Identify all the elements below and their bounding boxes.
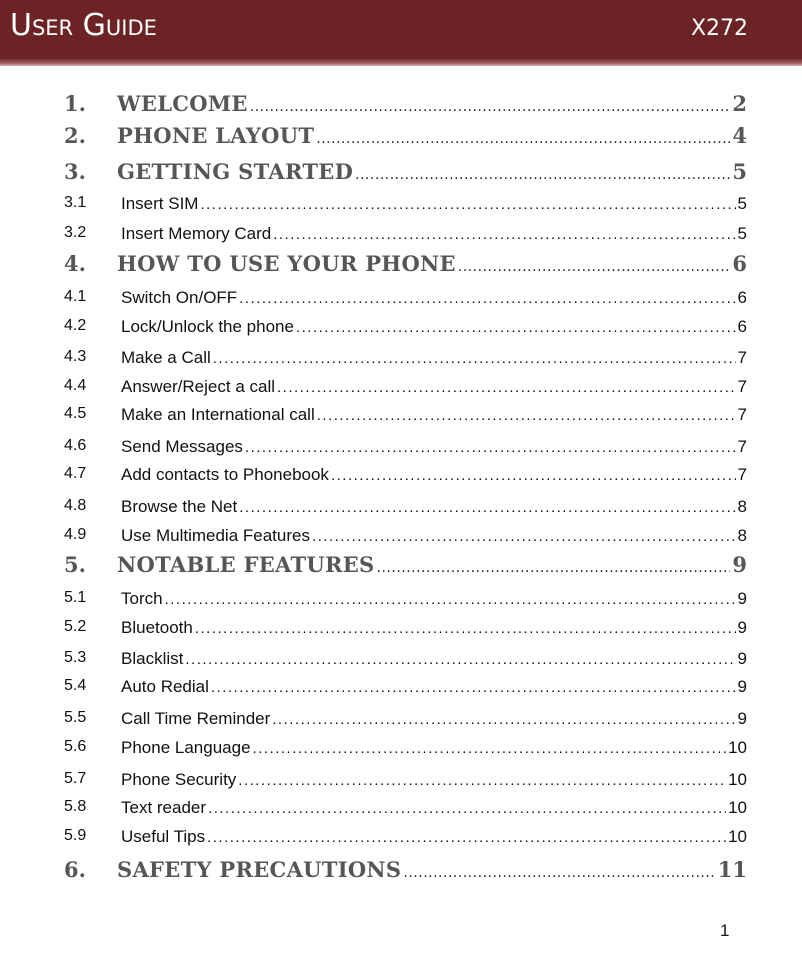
dot-leader: [207, 829, 726, 846]
toc-entry-page[interactable]: 6: [732, 251, 747, 276]
toc-entry-number: 3.2: [64, 224, 87, 241]
toc-entry-label[interactable]: Auto Redial: [121, 677, 209, 696]
dot-leader: [377, 560, 731, 576]
toc-entry[interactable]: [0, 857, 802, 887]
dot-leader: [238, 772, 726, 789]
toc-entry-page[interactable]: 7: [737, 465, 747, 484]
toc-entry-page[interactable]: 10: [728, 827, 747, 846]
toc-entry[interactable]: [0, 194, 802, 216]
toc-entry-label[interactable]: Useful Tips: [121, 827, 206, 846]
toc-entry-page[interactable]: 8: [737, 497, 747, 516]
dot-leader: [273, 226, 735, 243]
toc-entry-label[interactable]: GETTING STARTED: [117, 159, 354, 184]
toc-entry[interactable]: [0, 288, 802, 310]
dot-leader: [277, 379, 736, 396]
toc-entry-label[interactable]: Send Messages: [121, 437, 243, 456]
toc-entry[interactable]: [0, 123, 802, 153]
toc-entry-label[interactable]: PHONE LAYOUT: [117, 123, 315, 148]
toc-entry[interactable]: [0, 91, 802, 121]
toc-entry-page[interactable]: 9: [737, 589, 747, 608]
toc-entry-number: 4.: [64, 251, 86, 276]
dot-leader: [239, 499, 735, 516]
document-title: User Guide: [10, 8, 157, 43]
toc-entry[interactable]: [0, 159, 802, 189]
toc-entry-page[interactable]: 11: [717, 857, 747, 882]
dot-leader: [185, 651, 735, 668]
toc-entry-number: 5.8: [64, 798, 87, 815]
toc-entry[interactable]: [0, 317, 802, 339]
toc-entry-page[interactable]: 7: [737, 437, 747, 456]
toc-entry-number: 4.1: [64, 288, 87, 305]
toc-entry[interactable]: [0, 348, 802, 370]
toc-entry-number: 5.9: [64, 827, 87, 844]
dot-leader: [213, 350, 736, 367]
toc-entry-label[interactable]: Torch: [121, 589, 163, 608]
toc-entry-label[interactable]: Text reader: [121, 798, 207, 817]
toc-entry[interactable]: [0, 405, 802, 427]
toc-entry-page[interactable]: 9: [737, 649, 747, 668]
toc-entry-label[interactable]: Switch On/OFF: [121, 288, 238, 307]
toc-entry-number: 1.: [64, 91, 86, 116]
dot-leader: [245, 439, 736, 456]
toc-entry[interactable]: [0, 251, 802, 281]
toc-entry-number: 4.9: [64, 526, 87, 543]
toc-entry[interactable]: [0, 437, 802, 459]
toc-entry-page[interactable]: 10: [728, 770, 747, 789]
dot-leader: [317, 407, 736, 424]
toc-entry-number: 4.8: [64, 497, 87, 514]
toc-entry-number: 5.1: [64, 589, 87, 606]
toc-entry-page[interactable]: 9: [732, 552, 747, 577]
toc-entry-page[interactable]: 7: [737, 377, 747, 396]
toc-entry-number: 5.: [64, 552, 86, 577]
dot-leader: [253, 740, 727, 757]
toc-entry[interactable]: [0, 552, 802, 582]
toc-entry[interactable]: [0, 497, 802, 519]
toc-entry-label[interactable]: Make a Call: [121, 348, 211, 367]
toc-entry-page[interactable]: 7: [737, 348, 747, 367]
toc-entry-number: 5.6: [64, 738, 87, 755]
toc-entry[interactable]: [0, 709, 802, 731]
toc-entry-label[interactable]: SAFETY PRECAUTIONS: [117, 857, 402, 882]
dot-leader: [272, 711, 735, 728]
toc-entry-page[interactable]: 5: [732, 159, 747, 184]
dot-leader: [208, 800, 726, 817]
toc-entry[interactable]: [0, 618, 802, 640]
dot-leader: [165, 591, 736, 608]
toc-entry-number: 6.: [64, 857, 86, 882]
toc-entry-page[interactable]: 2: [732, 91, 747, 116]
toc-entry[interactable]: [0, 798, 802, 820]
toc-entry-number: 5.7: [64, 770, 87, 787]
dot-leader: [316, 131, 730, 147]
toc-entry-label[interactable]: Add contacts to Phonebook: [121, 465, 329, 484]
toc-entry-label[interactable]: WELCOME: [117, 91, 248, 116]
toc-entry-label[interactable]: Blacklist: [121, 649, 184, 668]
dot-leader: [296, 319, 736, 336]
toc-entry-page[interactable]: 6: [737, 288, 747, 307]
toc-entry-page[interactable]: 4: [732, 123, 747, 148]
toc-entry-label[interactable]: NOTABLE FEATURES: [117, 552, 375, 577]
dot-leader: [458, 259, 731, 275]
dot-leader: [239, 290, 735, 307]
toc-entry[interactable]: [0, 677, 802, 699]
toc-entry-number: 4.4: [64, 377, 87, 394]
dot-leader: [355, 167, 730, 183]
toc-entry-label[interactable]: Browse the Net: [121, 497, 238, 516]
toc-entry[interactable]: [0, 377, 802, 399]
toc-entry-number: 4.6: [64, 437, 87, 454]
toc-entry-number: 3.: [64, 159, 86, 184]
toc-entry-label[interactable]: Phone Language: [121, 738, 251, 757]
toc-entry-label[interactable]: Phone Security: [121, 770, 237, 789]
model-number: X272: [690, 16, 748, 41]
toc-entry[interactable]: [0, 770, 802, 792]
toc-entry-page[interactable]: 9: [737, 677, 747, 696]
toc-entry[interactable]: [0, 649, 802, 671]
toc-entry[interactable]: [0, 827, 802, 849]
toc-entry-page[interactable]: 6: [737, 317, 747, 336]
dot-leader: [403, 865, 715, 881]
toc-entry-label[interactable]: Insert Memory Card: [121, 224, 272, 243]
toc-entry-number: 5.5: [64, 709, 87, 726]
dot-leader: [195, 620, 736, 637]
dot-leader: [312, 528, 736, 545]
toc-entry-label[interactable]: Make an International call: [121, 405, 315, 424]
toc-entry-number: 4.2: [64, 317, 87, 334]
toc-entry-page[interactable]: 10: [728, 798, 747, 817]
dot-leader: [331, 467, 736, 484]
toc-entry-number: 4.7: [64, 465, 87, 482]
toc-entry-page[interactable]: 5: [737, 194, 747, 213]
toc-entry-page[interactable]: 10: [728, 738, 747, 757]
toc-entry-number: 5.2: [64, 618, 87, 635]
toc-entry-page[interactable]: 7: [737, 405, 747, 424]
toc-entry[interactable]: [0, 589, 802, 611]
toc-entry-label[interactable]: Answer/Reject a call: [121, 377, 276, 396]
toc-entry-number: 5.3: [64, 649, 87, 666]
toc-entry-number: 3.1: [64, 194, 87, 211]
toc-entry-number: 4.5: [64, 405, 87, 422]
toc-entry-label[interactable]: Call Time Reminder: [121, 709, 271, 728]
toc-entry-page[interactable]: 9: [737, 709, 747, 728]
toc-entry-page[interactable]: 5: [737, 224, 747, 243]
toc-entry-label[interactable]: Bluetooth: [121, 618, 193, 637]
toc-entry-page[interactable]: 9: [737, 618, 747, 637]
toc-entry-page[interactable]: 8: [737, 526, 747, 545]
dot-leader: [200, 196, 735, 213]
toc-entry-number: 2.: [64, 123, 86, 148]
toc-entry-label[interactable]: Lock/Unlock the phone: [121, 317, 294, 336]
dot-leader: [211, 679, 736, 696]
toc-entry[interactable]: [0, 526, 802, 548]
toc-entry-label[interactable]: Insert SIM: [121, 194, 199, 213]
toc-entry[interactable]: [0, 738, 802, 760]
dot-leader: [250, 99, 731, 115]
toc-entry[interactable]: [0, 465, 802, 487]
toc-entry[interactable]: [0, 224, 802, 246]
toc-entry-label[interactable]: Use Multimedia Features: [121, 526, 310, 545]
toc-entry-label[interactable]: HOW TO USE YOUR PHONE: [117, 251, 456, 276]
toc-entry-number: 5.4: [64, 677, 87, 694]
toc-entry-number: 4.3: [64, 348, 87, 365]
page-number: 1: [720, 921, 730, 940]
